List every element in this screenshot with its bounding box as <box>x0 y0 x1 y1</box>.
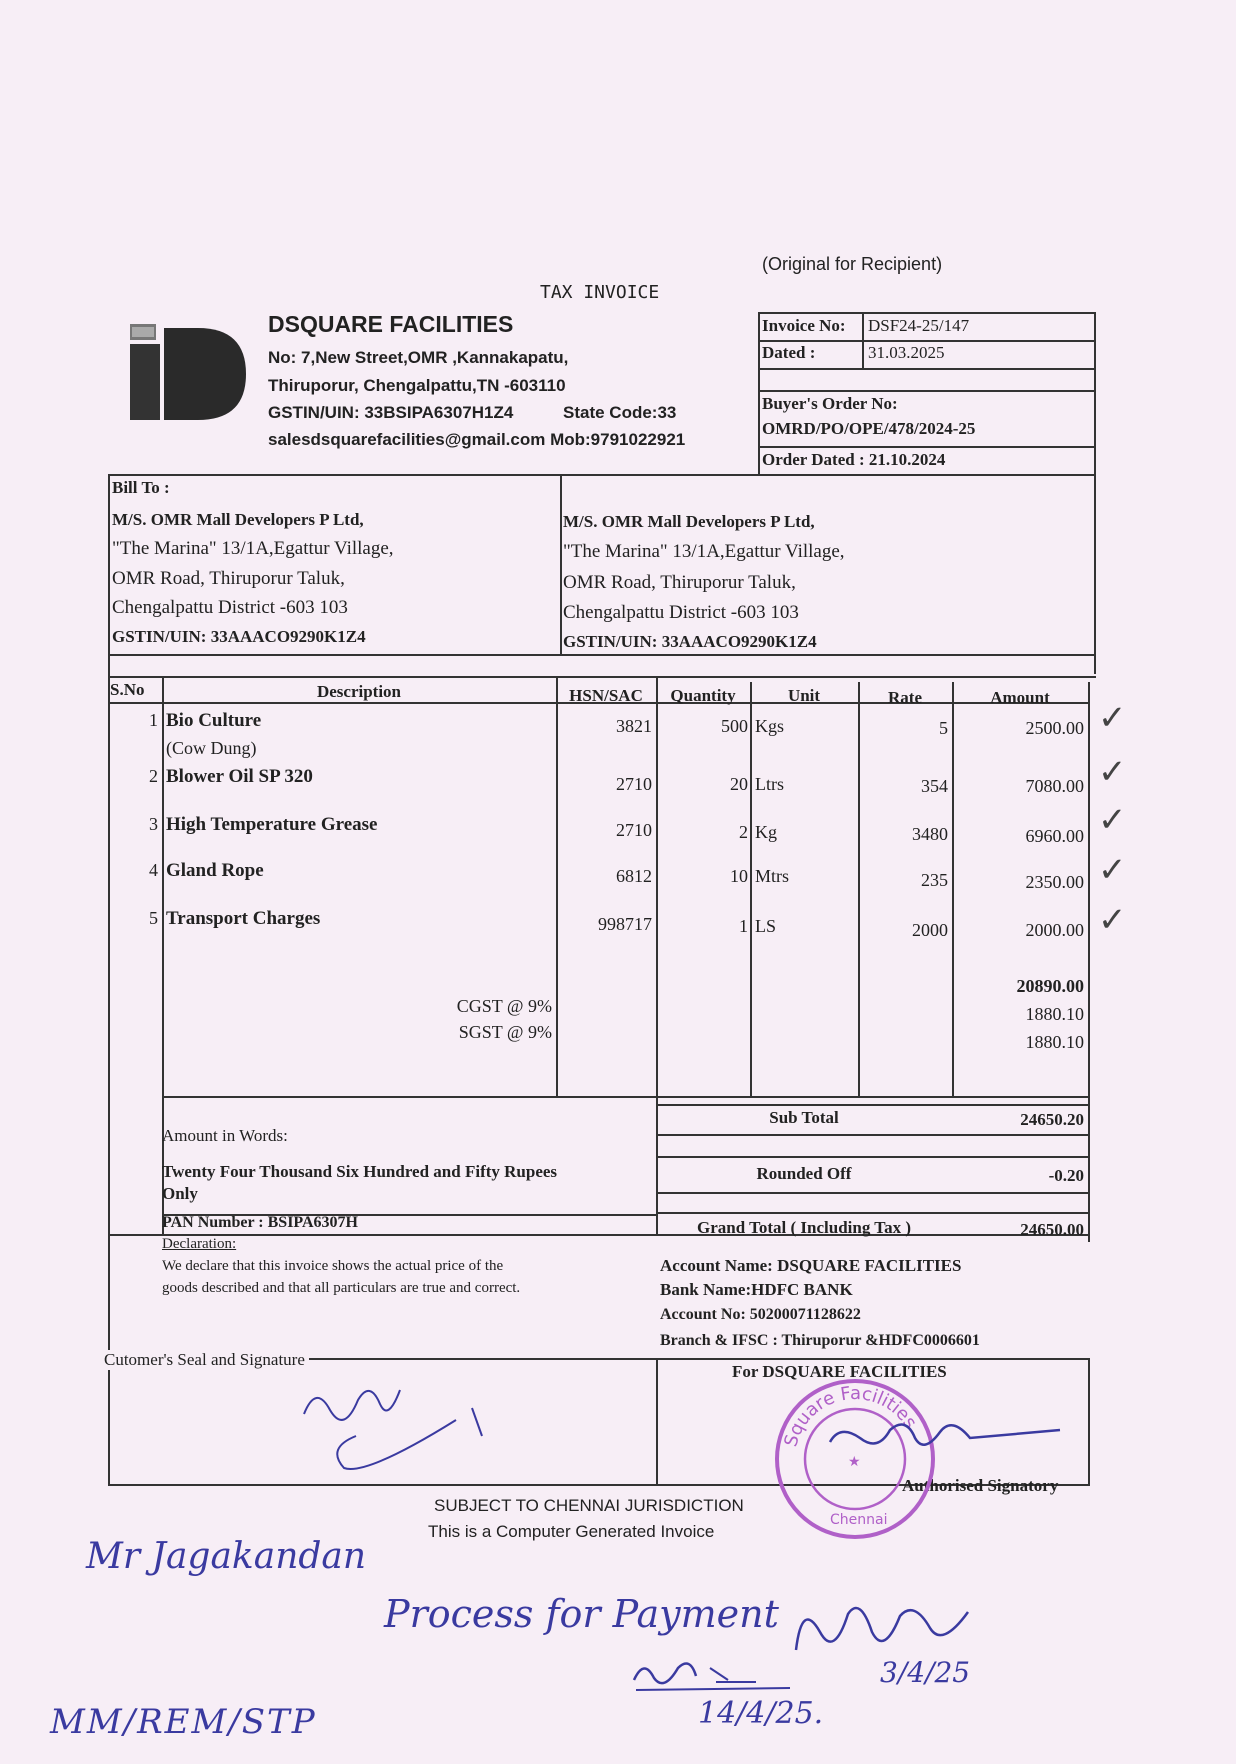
declaration-line-2: goods described and that all particulars are true and correct. <box>162 1280 521 1296</box>
company-gstin: GSTIN/UIN: 33BSIPA6307H1Z4 <box>268 403 514 422</box>
customer-signature <box>296 1364 526 1474</box>
row-3-rate: 3480 <box>912 824 948 844</box>
bill-to-line-4: Chengalpattu District -603 103 <box>112 597 348 618</box>
company-state-code: State Code:33 <box>563 403 677 422</box>
authorised-signatory: Authorised Signatory <box>902 1476 1059 1495</box>
col-unit: Unit <box>787 686 821 705</box>
bank-name: Bank Name:HDFC BANK <box>660 1280 853 1299</box>
bill-to-line-1: M/S. OMR Mall Developers P Ltd, <box>112 510 364 529</box>
row-4-amount: 2350.00 <box>1025 872 1084 892</box>
declaration-label: Declaration: <box>162 1236 237 1252</box>
computer-generated-note: This is a Computer Generated Invoice <box>428 1522 715 1541</box>
row-2-hsn: 2710 <box>616 774 652 794</box>
bank-account-name: Account Name: DSQUARE FACILITIES <box>660 1256 962 1275</box>
row-1-amount: 2500.00 <box>1025 718 1084 738</box>
col-sno: S.No <box>110 680 145 699</box>
company-address-1: No: 7,New Street,OMR ,Kannakapatu, <box>268 348 569 367</box>
handwritten-ref: MM/REM/STP <box>50 1702 317 1742</box>
jurisdiction-note: SUBJECT TO CHENNAI JURISDICTION <box>434 1496 744 1515</box>
invoice-date-label: Dated : <box>762 343 816 362</box>
tick-mark-icon: ✓ <box>1098 802 1127 839</box>
ship-to-line-3: OMR Road, Thiruporur Taluk, <box>563 572 796 593</box>
invoice-no: DSF24-25/147 <box>868 316 970 335</box>
doc-title: TAX INVOICE <box>540 282 660 303</box>
bill-to-line-3: OMR Road, Thiruporur Taluk, <box>112 568 345 589</box>
ship-to-line-2: "The Marina" 13/1A,Egattur Village, <box>563 541 845 562</box>
row-1-rate: 5 <box>939 718 948 738</box>
handwritten-date-2: 14/4/25. <box>698 1696 824 1731</box>
subtotal-amount: 24650.20 <box>1020 1110 1084 1129</box>
initials-mark <box>630 1652 800 1692</box>
handwritten-note-name: Mr Jagakandan <box>86 1536 367 1577</box>
for-company-label: For DSQUARE FACILITIES <box>732 1362 947 1381</box>
taxable-total: 20890.00 <box>1016 976 1084 996</box>
row-4-rate: 235 <box>921 870 948 890</box>
tick-mark-icon: ✓ <box>1098 700 1127 737</box>
row-5-hsn: 998717 <box>598 914 652 934</box>
row-2-amount: 7080.00 <box>1025 776 1084 796</box>
ship-to-line-1: M/S. OMR Mall Developers P Ltd, <box>563 512 815 531</box>
row-4-unit: Mtrs <box>755 866 790 886</box>
svg-text:Square Facilities: Square Facilities <box>780 1382 921 1450</box>
amount-words-line-1: Twenty Four Thousand Six Hundred and Fifty Rupees <box>162 1162 558 1181</box>
handwritten-note-process: Process for Payment <box>384 1592 779 1636</box>
row-5-sno: 5 <box>149 908 158 928</box>
row-1-hsn: 3821 <box>616 716 652 736</box>
customer-seal-label: Cutomer's Seal and Signature <box>104 1350 309 1370</box>
authorised-signature <box>820 1402 1070 1472</box>
order-dated: Order Dated : 21.10.2024 <box>762 450 946 469</box>
declaration-line-1: We declare that this invoice shows the actual price of the <box>162 1258 504 1274</box>
row-4-desc: Gland Rope <box>166 860 264 881</box>
svg-text:★: ★ <box>848 1454 861 1470</box>
row-5-qty: 1 <box>739 916 748 936</box>
row-2-sno: 2 <box>149 766 158 786</box>
svg-text:Chennai: Chennai <box>830 1512 888 1528</box>
bank-branch-ifsc: Branch & IFSC : Thiruporur &HDFC0006601 <box>660 1332 980 1349</box>
row-2-rate: 354 <box>921 776 948 796</box>
row-3-hsn: 2710 <box>616 820 652 840</box>
col-quantity: Quantity <box>670 686 736 705</box>
handwritten-date-1: 3/4/25 <box>880 1656 971 1689</box>
grand-total-amount: 24650.00 <box>1020 1220 1084 1239</box>
company-name: DSQUARE FACILITIES <box>268 311 514 337</box>
row-5-desc: Transport Charges <box>166 908 321 929</box>
company-logo <box>128 322 250 422</box>
bill-to-label: Bill To : <box>112 478 170 497</box>
bank-account-no: Account No: 50200071128622 <box>660 1306 861 1323</box>
row-1-sno: 1 <box>149 710 158 730</box>
sgst-amount: 1880.10 <box>1025 1032 1084 1052</box>
row-3-qty: 2 <box>739 822 748 842</box>
row-1-subdesc: (Cow Dung) <box>166 738 257 758</box>
row-2-desc: Blower Oil SP 320 <box>166 766 313 787</box>
row-5-amount: 2000.00 <box>1025 920 1084 940</box>
company-address-2: Thiruporur, Chengalpattu,TN -603110 <box>268 376 566 395</box>
cgst-amount: 1880.10 <box>1025 1004 1084 1024</box>
row-2-unit: Ltrs <box>755 774 784 794</box>
row-1-unit: Kgs <box>755 716 785 736</box>
cgst-label: CGST @ 9% <box>456 996 552 1016</box>
row-1-qty: 500 <box>721 716 748 736</box>
amount-words-line-2: Only <box>162 1184 198 1203</box>
company-email-mobile: salesdsquarefacilities@gmail.com Mob:9791022921 <box>268 430 686 449</box>
row-5-unit: LS <box>755 916 777 936</box>
row-4-sno: 4 <box>149 860 158 880</box>
col-rate: Rate <box>888 688 922 707</box>
row-3-amount: 6960.00 <box>1025 826 1084 846</box>
invoice-no-label: Invoice No: <box>762 316 846 335</box>
rounded-amount: -0.20 <box>1048 1166 1084 1185</box>
subtotal-label: Sub Total <box>769 1108 839 1127</box>
sgst-label: SGST @ 9% <box>458 1022 552 1042</box>
col-description: Description <box>316 682 402 701</box>
col-amount: Amount <box>990 688 1050 707</box>
approver-signature <box>790 1592 990 1662</box>
col-hsn: HSN/SAC <box>569 686 643 705</box>
tick-mark-icon: ✓ <box>1098 852 1127 889</box>
tick-mark-icon: ✓ <box>1098 754 1127 791</box>
ship-to-gstin: GSTIN/UIN: 33AAACO9290K1Z4 <box>563 632 817 651</box>
row-2-qty: 20 <box>730 774 748 794</box>
pan-number: PAN Number : BSIPA6307H <box>162 1214 358 1231</box>
tick-mark-icon: ✓ <box>1098 902 1127 939</box>
grand-total-label: Grand Total ( Including Tax ) <box>696 1218 911 1237</box>
amount-words-label: Amount in Words: <box>162 1126 288 1145</box>
copy-label: (Original for Recipient) <box>762 254 943 274</box>
row-3-desc: High Temperature Grease <box>166 814 378 835</box>
buyer-order-label: Buyer's Order No: <box>762 394 898 413</box>
bill-to-gstin: GSTIN/UIN: 33AAACO9290K1Z4 <box>112 627 366 646</box>
buyer-order-no: OMRD/PO/OPE/478/2024-25 <box>762 419 976 438</box>
row-3-unit: Kg <box>755 822 777 842</box>
invoice-date: 31.03.2025 <box>868 343 945 362</box>
row-4-hsn: 6812 <box>616 866 652 886</box>
row-5-rate: 2000 <box>912 920 948 940</box>
row-3-sno: 3 <box>149 814 158 834</box>
bill-to-line-2: "The Marina" 13/1A,Egattur Village, <box>112 538 394 559</box>
row-1-desc: Bio Culture <box>166 710 262 731</box>
row-4-qty: 10 <box>730 866 748 886</box>
ship-to-line-4: Chengalpattu District -603 103 <box>563 602 799 623</box>
rounded-label: Rounded Off <box>756 1164 852 1183</box>
